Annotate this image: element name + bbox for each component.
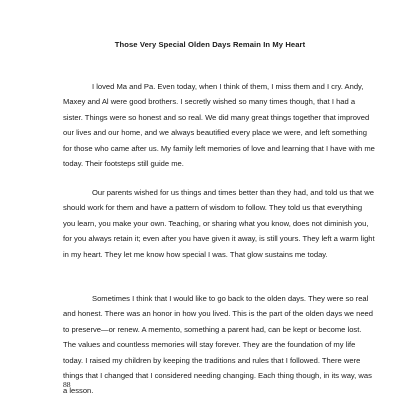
page-title: Those Very Special Olden Days Remain In My Heart <box>114 40 306 49</box>
paragraph-2-text: Our parents wished for us things and times better than they had, and told us that we should work for them and have a pattern of wisdom to follow. They told us that everything you learn, you make your own. Teaching, or sharing what you know, does not diminish you, for you always retain it; even after you have given it away, is still yours. They left a warm light in my heart. They let me know how special I was. That glow sustains me today. <box>63 188 375 259</box>
paragraph-2 <box>63 185 375 262</box>
paragraph-3 <box>63 291 375 399</box>
paragraph-1 <box>63 79 375 171</box>
paragraph-1-text: I loved Ma and Pa. Even today, when I think of them, I miss them and I cry. Andy, Maxey and Al were good brothers. I secretly wished so many times though, that I had a sister. Things were so honest and so real. We did many great things together that improved our lives and our home, and we always beautified every place we were, and left something for those who came after us. My family left memories of love and learning that I have with me today. Their footsteps still guide me. <box>63 82 375 169</box>
page-number: 88 <box>63 380 71 389</box>
paragraph-3-text: Sometimes I think that I would like to go back to the olden days. They were so real and honest. There was an honor in how you lived. This is the part of the olden days we need to preserve—or renew. A memento, something a parent had, can be kept or become lost. The values and countless memories will stay forever. They are the foundation of my life today. I raised my children by keeping the traditions and rules that I followed. There were things that I changed that I considered needing changing. Each thing though, in its way, was a lesson. <box>63 294 373 396</box>
